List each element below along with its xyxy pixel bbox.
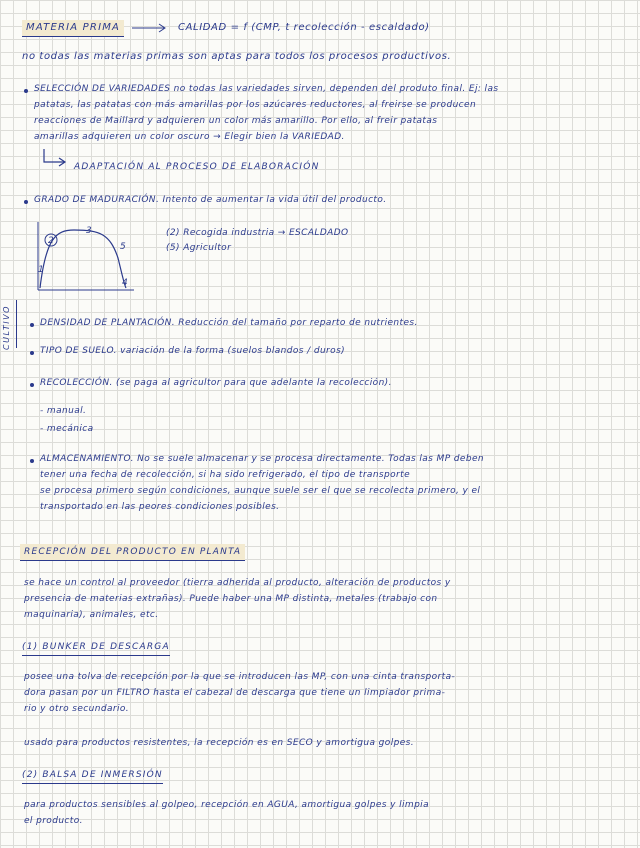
recoleccion-text: RECOLECCIÓN. (se paga al agricultor para que adelante la recolección). (40, 378, 392, 388)
cultivo-bracket (16, 300, 17, 348)
graph-label-2: 2 (48, 236, 55, 246)
maduracion-text: GRADO DE MADURACIÓN. Intento de aumentar la vida útil del producto. (34, 195, 387, 205)
cultivo-side-label: CULTIVO (2, 305, 11, 350)
intro-text: no todas las materias primas son aptas para todos los procesos productivos. (22, 51, 452, 62)
graph-label-3: 3 (86, 226, 93, 236)
bunker-line-2: dora pasan por un FILTRO hasta el cabezal de descarga que tiene un limpiador prima- (24, 688, 446, 698)
graph-label-5: 5 (120, 242, 127, 252)
graph-label-1: 1 (38, 265, 45, 275)
recepcion-title: RECEPCIÓN DEL PRODUCTO EN PLANTA (20, 544, 245, 561)
balsa-line-1: para productos sensibles al golpeo, recepción en AGUA, amortigua golpes y limpia (24, 800, 430, 810)
bullet-dot (30, 459, 34, 463)
bullet-dot (24, 89, 28, 93)
recoleccion-manual: - manual. (40, 406, 87, 416)
seleccion-line-1: SELECCIÓN DE VARIEDADES no todas las variedades sirven, dependen del produto final. Ej: las (34, 84, 499, 94)
almacenamiento-line-2: tener una fecha de recolección, si ha sido refrigerado, el tipo de transporte (40, 470, 411, 480)
bullet-dot (30, 351, 34, 355)
recepcion-line-1: se hace un control al proveedor (tierra adherida al producto, alteración de productos y (24, 578, 451, 588)
header-title: MATERIA PRIMA (22, 20, 124, 37)
balsa-line-2: el producto. (24, 816, 83, 826)
bunker-line-3: rio y otro secundario. (24, 704, 130, 714)
header-formula: CALIDAD = f (CMP, t recolección - escaldado) (178, 22, 430, 33)
recepcion-line-3: maquinaria), animales, etc. (24, 610, 159, 620)
almacenamiento-line-3: se procesa primero según condiciones, aunque suele ser el que se recolecta primero, y el (40, 486, 481, 496)
suelo-text: TIPO DE SUELO. variación de la forma (suelos blandos / duros) (40, 346, 346, 356)
graph-label-4: 4 (122, 278, 129, 288)
almacenamiento-line-4: transportado en las peores condiciones posibles. (40, 502, 280, 512)
bullet-dot (30, 383, 34, 387)
corner-arrow-icon (40, 148, 68, 168)
balsa-title: (2) BALSA DE INMERSIÓN (22, 768, 163, 784)
bunker-line-1: posee una tolva de recepción por la que se introducen las MP, con una cinta transporta- (24, 672, 456, 682)
adaptacion-text: ADAPTACIÓN AL PROCESO DE ELABORACIÓN (74, 162, 320, 172)
bullet-dot (30, 323, 34, 327)
arrow-right-icon (130, 22, 170, 34)
maduracion-note-1: (2) Recogida industria → ESCALDADO (166, 228, 349, 238)
seleccion-line-4: amarillas adquieren un color oscuro → Elegir bien la VARIEDAD. (34, 132, 345, 142)
seleccion-line-3: reacciones de Maillard y adquieren un color más amarillo. Por ello, al freir patatas (34, 116, 438, 126)
bunker-uso: usado para productos resistentes, la recepción es en SECO y amortigua golpes. (24, 738, 414, 748)
recoleccion-mecanica: - mecánica (40, 424, 94, 434)
bullet-dot (24, 200, 28, 204)
densidad-text: DENSIDAD DE PLANTACIÓN. Reducción del tamaño por reparto de nutrientes. (40, 318, 418, 328)
seleccion-line-2: patatas, las patatas con más amarillas por los azúcares reductores, al freirse se producen (34, 100, 477, 110)
maduracion-note-2: (5) Agricultor (166, 243, 232, 253)
recepcion-line-2: presencia de materias extrañas). Puede haber una MP distinta, metales (trabajo con (24, 594, 438, 604)
bunker-title: (1) BUNKER DE DESCARGA (22, 640, 170, 656)
almacenamiento-line-1: ALMACENAMIENTO. No se suele almacenar y se procesa directamente. Todas las MP deben (40, 454, 484, 464)
